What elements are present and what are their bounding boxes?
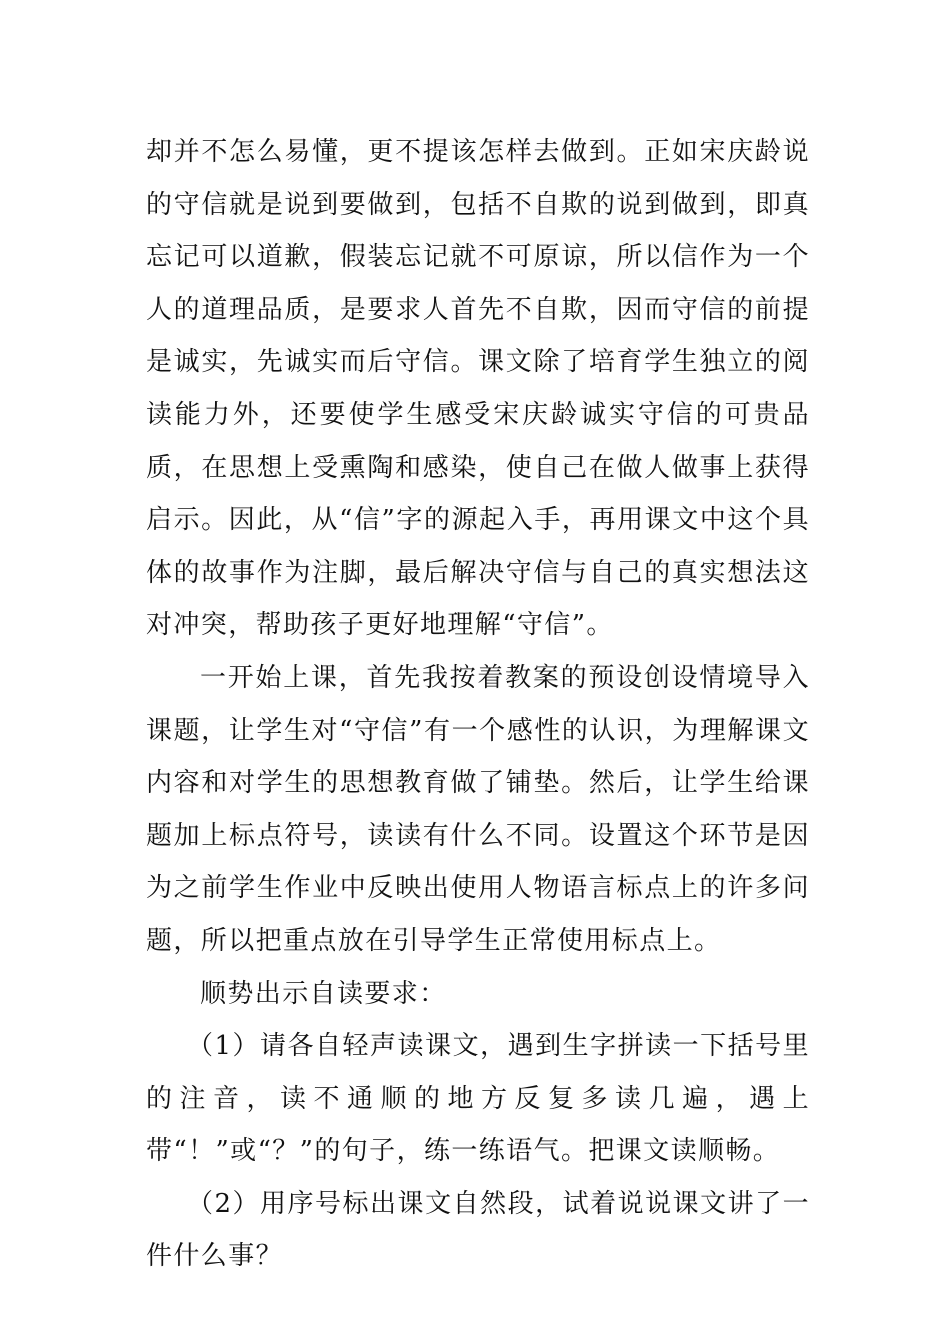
paragraph-lesson-start: 一开始上课，首先我按着教案的预设创设情境导入课题，让学生对“守信”有一个感性的认识，为理解课文内容和对学生的思想教育做了铺垫。然后，让学生给课题加上标点符号，读读有什么不同。设置这个环节是因为之前学生作业中反映出使用人物语言标点上的许多问题，所以把重点放在引导学生正常使用标点上。: [146, 662, 810, 956]
paragraph-continuation: 却并不怎么易懂，更不提该怎样去做到。正如宋庆龄说的守信就是说到要做到，包括不自欺的说到做到，即真忘记可以道歉，假装忘记就不可原谅，所以信作为一个人的道理品质，是要求人首先不自欺，因而守信的前提是诚实，先诚实而后守信。课文除了培育学生独立的阅读能力外，还要使学生感受宋庆龄诚实守信的可贵品质，在思想上受熏陶和感染，使自己在做人做事上获得启示。因此，从“信”字的源起入手，再用课文中这个具体的故事作为注脚，最后解决守信与自己的真实想法这对冲突，帮助孩子更好地理解“守信”。: [146, 137, 810, 641]
list-item-requirement-1: （1）请各自轻声读课文，遇到生字拼读一下括号里的注音，读不通顺的地方反复多读几遍，遇上带“！”或“？”的句子，练一练语气。把课文读顺畅。: [146, 1031, 810, 1167]
paragraph-reading-requirements: 顺势出示自读要求：: [200, 978, 447, 1009]
list-item-requirement-2: （2）用序号标出课文自然段，试着说说课文讲了一件什么事？: [146, 1188, 810, 1272]
document-body: [146, 126, 810, 1283]
